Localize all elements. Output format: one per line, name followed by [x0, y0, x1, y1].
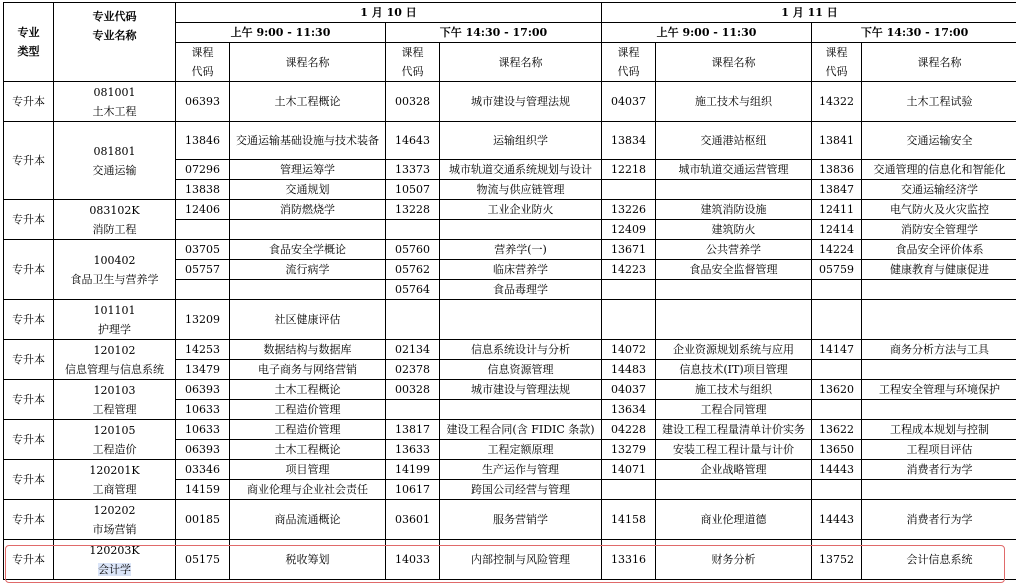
major-name: 工程造价 [92, 442, 137, 456]
course-name-cell: 营养学(一) [440, 240, 602, 260]
course-name-header: 课程名称 [230, 43, 386, 82]
course-code-cell: 04228 [602, 420, 656, 440]
course-name-cell: 电子商务与网络营销 [230, 360, 386, 380]
course-code-cell: 14199 [386, 460, 440, 480]
course-name-cell: 食品安全学概论 [230, 240, 386, 260]
major-code: 120102 [93, 343, 136, 357]
major-cell [54, 122, 176, 200]
course-code-cell: 02134 [386, 340, 440, 360]
course-code-cell: 13847 [812, 180, 862, 200]
course-code-cell: 06393 [176, 82, 230, 122]
course-code-cell: 14483 [602, 360, 656, 380]
course-name-cell [440, 400, 602, 420]
course-code-cell: 14223 [602, 260, 656, 280]
major-code: 081001 [93, 85, 136, 99]
course-name-cell: 施工技术与组织 [656, 380, 812, 400]
major-type-cell: 专升本 [4, 240, 54, 300]
major-name: 食品卫生与营养学 [70, 272, 159, 286]
course-name-cell: 城市建设与管理法规 [440, 380, 602, 400]
major-name: 交通运输 [92, 163, 137, 177]
course-name-cell: 交通港站枢纽 [656, 122, 812, 160]
course-code-cell: 13209 [176, 300, 230, 340]
course-name-cell: 临床营养学 [440, 260, 602, 280]
major-code: 120202 [93, 503, 136, 517]
course-name-cell: 交通规划 [230, 180, 386, 200]
course-name-cell: 商品流通概论 [230, 500, 386, 540]
course-code-cell: 13838 [176, 180, 230, 200]
day1-am-header: 上午 9:00 - 11:30 [176, 23, 386, 43]
course-code-cell: 12218 [602, 160, 656, 180]
course-name-cell: 管理运筹学 [230, 160, 386, 180]
course-code-cell: 03601 [386, 500, 440, 540]
course-name-cell: 建筑防火 [656, 220, 812, 240]
course-code-cell: 14224 [812, 240, 862, 260]
course-name-cell: 税收筹划 [230, 540, 386, 580]
course-code-cell: 13620 [812, 380, 862, 400]
course-name-cell: 工程造价管理 [230, 420, 386, 440]
course-name-cell: 项目管理 [230, 460, 386, 480]
table-row [4, 540, 1016, 580]
course-name-cell: 企业战略管理 [656, 460, 812, 480]
course-name-cell: 物流与供应链管理 [440, 180, 602, 200]
course-name-cell: 生产运作与管理 [440, 460, 602, 480]
course-code-cell: 14443 [812, 500, 862, 540]
course-code-cell: 13671 [602, 240, 656, 260]
major-name: 土木工程 [92, 104, 137, 118]
major-type-cell: 专升本 [4, 500, 54, 540]
course-code-cell: 05759 [812, 260, 862, 280]
course-name-cell: 数据结构与数据库 [230, 340, 386, 360]
course-code-cell: 05764 [386, 280, 440, 300]
course-code-cell [176, 220, 230, 240]
table-row [4, 380, 1016, 400]
course-name-cell: 服务营销学 [440, 500, 602, 540]
course-name-cell: 建设工程工程量清单计价实务 [656, 420, 812, 440]
major-code: 101101 [93, 303, 136, 317]
course-code-cell: 13846 [176, 122, 230, 160]
exam-schedule-table [3, 2, 1016, 580]
course-code-cell: 13228 [386, 200, 440, 220]
course-code-header: 课程 代码 [386, 43, 440, 82]
course-code-cell: 07296 [176, 160, 230, 180]
course-name-cell: 健康教育与健康促进 [862, 260, 1016, 280]
course-code-cell: 13752 [812, 540, 862, 580]
major-type-cell: 专升本 [4, 380, 54, 420]
major-name [55, 560, 174, 579]
major-cell [54, 340, 176, 380]
course-name-cell: 城市轨道交通系统规划与设计 [440, 160, 602, 180]
major-code: 083102K [89, 203, 140, 217]
course-code-cell: 00185 [176, 500, 230, 540]
course-name-cell: 工程项目评估 [862, 440, 1016, 460]
course-name-cell: 交通运输安全 [862, 122, 1016, 160]
course-name-cell: 信息技术(IT)项目管理 [656, 360, 812, 380]
course-code-cell: 14253 [176, 340, 230, 360]
course-code-cell: 13479 [176, 360, 230, 380]
course-code-cell: 13841 [812, 122, 862, 160]
major-name: 护理学 [98, 322, 131, 336]
course-name-cell: 消防燃烧学 [230, 200, 386, 220]
course-name-cell: 建筑消防设施 [656, 200, 812, 220]
course-code-cell: 12414 [812, 220, 862, 240]
course-name-cell [230, 220, 386, 240]
course-name-cell: 工程定额原理 [440, 440, 602, 460]
course-code-cell: 14643 [386, 122, 440, 160]
table-row [4, 300, 1016, 340]
major-cell [54, 82, 176, 122]
course-code-cell: 03346 [176, 460, 230, 480]
table-row [4, 460, 1016, 480]
course-code-cell [602, 180, 656, 200]
course-name-header: 课程名称 [656, 43, 812, 82]
course-name-cell: 土木工程概论 [230, 440, 386, 460]
table-row [4, 82, 1016, 122]
course-code-cell: 00328 [386, 82, 440, 122]
course-name-cell [656, 180, 812, 200]
course-name-cell: 财务分析 [656, 540, 812, 580]
course-code-cell: 13836 [812, 160, 862, 180]
course-code-cell: 06393 [176, 440, 230, 460]
course-code-cell: 14443 [812, 460, 862, 480]
major-cell [54, 200, 176, 240]
major-cell [54, 300, 176, 340]
course-code-cell: 13373 [386, 160, 440, 180]
major-type-cell: 专升本 [4, 82, 54, 122]
course-name-cell: 商业伦理道德 [656, 500, 812, 540]
course-code-cell: 14033 [386, 540, 440, 580]
major-type-cell: 专升本 [4, 540, 54, 580]
course-code-cell: 10507 [386, 180, 440, 200]
course-name-cell [862, 360, 1016, 380]
course-name-header: 课程名称 [862, 43, 1016, 82]
course-code-cell: 05762 [386, 260, 440, 280]
major-type-cell: 专升本 [4, 340, 54, 380]
major-name: 工商管理 [92, 482, 137, 496]
major-type-cell: 专升本 [4, 420, 54, 460]
course-name-cell: 工业企业防火 [440, 200, 602, 220]
course-name-cell: 商业伦理与企业社会责任 [230, 480, 386, 500]
major-type-cell: 专升本 [4, 460, 54, 500]
course-code-cell: 14158 [602, 500, 656, 540]
course-name-cell: 信息资源管理 [440, 360, 602, 380]
major-type-header: 专业 类型 [4, 3, 54, 82]
course-name-cell: 工程安全管理与环境保护 [862, 380, 1016, 400]
course-code-cell: 13650 [812, 440, 862, 460]
course-code-cell [812, 300, 862, 340]
course-name-cell [862, 300, 1016, 340]
table-row [4, 200, 1016, 220]
course-name-cell: 企业资源规划系统与应用 [656, 340, 812, 360]
major-cell [54, 500, 176, 540]
course-code-header: 课程 代码 [812, 43, 862, 82]
course-name-cell: 交通运输经济学 [862, 180, 1016, 200]
course-name-cell [440, 300, 602, 340]
course-code-cell: 12411 [812, 200, 862, 220]
course-code-cell: 14159 [176, 480, 230, 500]
major-code: 100402 [93, 253, 136, 267]
day2-am-header: 上午 9:00 - 11:30 [602, 23, 812, 43]
course-name-cell: 消防安全管理学 [862, 220, 1016, 240]
major-cell [54, 460, 176, 500]
table-row [4, 420, 1016, 440]
course-code-cell: 14071 [602, 460, 656, 480]
course-code-cell [176, 280, 230, 300]
major-type-cell: 专升本 [4, 122, 54, 200]
course-code-cell [812, 360, 862, 380]
course-name-cell [440, 220, 602, 240]
course-name-cell [656, 280, 812, 300]
course-code-cell: 06393 [176, 380, 230, 400]
course-name-cell: 施工技术与组织 [656, 82, 812, 122]
course-name-cell [862, 280, 1016, 300]
major-code: 120103 [93, 383, 136, 397]
major-cell [54, 420, 176, 460]
course-name-cell: 消费者行为学 [862, 500, 1016, 540]
selected-text-highlight: 会计学 [98, 562, 131, 576]
course-code-cell: 12406 [176, 200, 230, 220]
course-name-cell [656, 300, 812, 340]
course-name-cell: 城市建设与管理法规 [440, 82, 602, 122]
course-name-cell [862, 400, 1016, 420]
day1-header: 1 月 10 日 [176, 3, 602, 23]
table-row [4, 340, 1016, 360]
course-code-cell: 04037 [602, 380, 656, 400]
major-code: 081801 [93, 144, 136, 158]
course-code-header: 课程 代码 [176, 43, 230, 82]
course-name-cell: 跨国公司经营与管理 [440, 480, 602, 500]
course-code-cell: 14322 [812, 82, 862, 122]
course-code-cell: 13817 [386, 420, 440, 440]
course-code-cell [602, 300, 656, 340]
course-code-cell [386, 300, 440, 340]
course-name-cell: 安装工程工程计量与计价 [656, 440, 812, 460]
major-cell [54, 540, 176, 580]
course-name-cell: 食品安全评价体系 [862, 240, 1016, 260]
course-name-cell: 食品毒理学 [440, 280, 602, 300]
course-name-header: 课程名称 [440, 43, 602, 82]
course-code-cell [602, 480, 656, 500]
course-name-cell: 建设工程合同(含 FIDIC 条款) [440, 420, 602, 440]
major-cell [54, 380, 176, 420]
course-code-cell: 14147 [812, 340, 862, 360]
course-code-cell: 12409 [602, 220, 656, 240]
course-name-cell: 城市轨道交通运营管理 [656, 160, 812, 180]
day2-header: 1 月 11 日 [602, 3, 1016, 23]
major-code-name-header: 专业代码 专业名称 [54, 3, 176, 82]
course-code-cell [812, 280, 862, 300]
major-name: 工程管理 [92, 402, 137, 416]
major-code: 120203K [89, 543, 140, 557]
course-name-cell: 土木工程试验 [862, 82, 1016, 122]
course-name-cell: 会计信息系统 [862, 540, 1016, 580]
table-row [4, 240, 1016, 260]
course-code-cell [812, 480, 862, 500]
course-code-cell: 13226 [602, 200, 656, 220]
table-row [4, 122, 1016, 160]
course-name-cell [656, 480, 812, 500]
course-name-cell: 社区健康评估 [230, 300, 386, 340]
course-code-cell [386, 220, 440, 240]
day1-pm-header: 下午 14:30 - 17:00 [386, 23, 602, 43]
major-name: 市场营销 [92, 522, 137, 536]
course-name-cell: 土木工程概论 [230, 82, 386, 122]
course-name-cell: 交通管理的信息化和智能化 [862, 160, 1016, 180]
course-name-cell: 流行病学 [230, 260, 386, 280]
course-name-cell: 食品安全监督管理 [656, 260, 812, 280]
major-name: 信息管理与信息系统 [65, 362, 164, 376]
course-name-cell: 工程合同管理 [656, 400, 812, 420]
course-code-cell: 13834 [602, 122, 656, 160]
course-name-cell: 运输组织学 [440, 122, 602, 160]
course-code-cell: 02378 [386, 360, 440, 380]
course-name-cell: 消费者行为学 [862, 460, 1016, 480]
table-row [4, 500, 1016, 540]
course-code-cell: 13622 [812, 420, 862, 440]
course-code-cell [812, 400, 862, 420]
course-code-header: 课程 代码 [602, 43, 656, 82]
major-code: 120201K [89, 463, 140, 477]
course-code-cell [386, 400, 440, 420]
course-name-cell: 内部控制与风险管理 [440, 540, 602, 580]
course-code-cell: 13279 [602, 440, 656, 460]
course-code-cell: 05760 [386, 240, 440, 260]
course-code-cell: 05175 [176, 540, 230, 580]
course-name-cell: 土木工程概论 [230, 380, 386, 400]
course-name-cell: 交通运输基础设施与技术装备 [230, 122, 386, 160]
course-name-cell: 商务分析方法与工具 [862, 340, 1016, 360]
major-cell [54, 240, 176, 300]
course-name-cell: 公共营养学 [656, 240, 812, 260]
major-type-cell: 专升本 [4, 300, 54, 340]
course-code-cell: 13633 [386, 440, 440, 460]
course-code-cell: 10617 [386, 480, 440, 500]
major-type-cell: 专升本 [4, 200, 54, 240]
course-code-cell: 04037 [602, 82, 656, 122]
course-code-cell: 10633 [176, 400, 230, 420]
course-name-cell: 电气防火及火灾监控 [862, 200, 1016, 220]
course-code-cell: 10633 [176, 420, 230, 440]
course-code-cell: 00328 [386, 380, 440, 400]
course-code-cell: 13634 [602, 400, 656, 420]
course-name-cell [230, 280, 386, 300]
course-code-cell: 13316 [602, 540, 656, 580]
course-code-cell: 14072 [602, 340, 656, 360]
major-name: 消防工程 [92, 222, 137, 236]
course-name-cell: 工程成本规划与控制 [862, 420, 1016, 440]
schedule-body [4, 82, 1016, 580]
course-code-cell: 05757 [176, 260, 230, 280]
course-code-cell: 03705 [176, 240, 230, 260]
major-code: 120105 [93, 423, 136, 437]
course-code-cell [602, 280, 656, 300]
course-name-cell: 信息系统设计与分析 [440, 340, 602, 360]
course-name-cell: 工程造价管理 [230, 400, 386, 420]
day2-pm-header: 下午 14:30 - 17:00 [812, 23, 1016, 43]
course-name-cell [862, 480, 1016, 500]
